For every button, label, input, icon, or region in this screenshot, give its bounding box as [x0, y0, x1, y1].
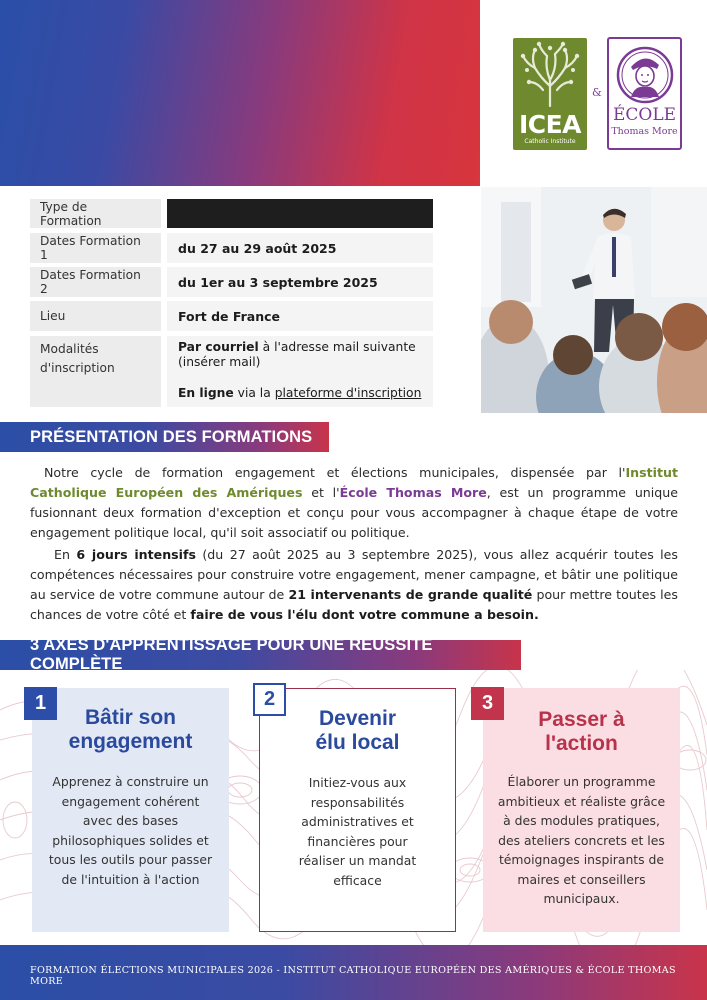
- axes-heading: 3 AXES D'APPRENTISSAGE POUR UNE RÉUSSITE COMPLÈTE: [0, 640, 521, 670]
- axis-card-1: [32, 688, 229, 932]
- axis-3-description: Élaborer un programme ambitieux et réaliste grâce à des modules pratiques, des ateliers concrets et les témoignages inspirants de maires et conseillers municipaux.: [497, 774, 666, 906]
- presentation-paragraph-2: [30, 545, 678, 625]
- p1-text-c: , est un programme unique fusionnant deux formation d'exception et conçu pour vous accompagner à chaque étape de votre engagement politique local, qu'il soit associatif ou politique.: [30, 485, 679, 540]
- p2-text-a: En: [54, 547, 77, 562]
- header-gradient-banner: [0, 0, 480, 186]
- axis-3-title: [483, 708, 680, 756]
- info-row-dates1: [30, 233, 433, 263]
- registration-platform-link[interactable]: plateforme d'inscription: [274, 386, 422, 400]
- presentation-heading: PRÉSENTATION DES FORMATIONS: [0, 422, 329, 452]
- axis-2-description: Initiez-vous aux responsabilités administratives et financières pour réaliser un mandat efficace: [298, 775, 417, 888]
- lieu-label: Lieu: [30, 301, 161, 331]
- axis-2-title: [260, 707, 455, 755]
- dates-formation-1-value: du 27 au 29 août 2025: [167, 233, 433, 263]
- axis-2-title-line-2: élu local: [315, 731, 400, 754]
- axis-1-title: [32, 706, 229, 754]
- p2-text-c: (du 27 août 2025 au 3 septembre 2025), vous allez acquérir toutes les compétences nécessaires pour construire votre engagement, mener campagne, et bâtir une politique au service de votre commune autour de: [30, 547, 678, 602]
- lieu-value: Fort de France: [167, 301, 433, 331]
- axis-1-description: Apprenez à construire un engagement cohérent avec des bases philosophiques solides et tous les outils pour passer de l'intuition à l'action: [48, 774, 213, 887]
- axis-1-title-line-2: engagement: [68, 730, 193, 753]
- footer-text: FORMATION ÉLECTIONS MUNICIPALES 2026 - INSTITUT CATHOLIQUE EUROPÉEN DES AMÉRIQUES & ÉCOLE THOMAS MORE: [30, 965, 676, 987]
- tree-icon: [513, 38, 587, 113]
- footer-bar: [0, 945, 707, 1000]
- axis-card-2: [259, 688, 456, 932]
- modalites-value: [167, 336, 433, 407]
- ecole-thomas-more-logo: [607, 37, 682, 150]
- p2-bold-3: faire de vous l'élu dont votre commune a besoin.: [190, 607, 539, 622]
- p1-icea-name: Institut Catholique Européen des Amériques: [30, 465, 678, 500]
- info-row-dates2: [30, 267, 433, 297]
- p2-text-d: pour mettre toutes les chances de votre côté et: [30, 587, 678, 622]
- info-row-lieu: [30, 301, 433, 331]
- modalites-label: Modalités d'inscription: [30, 336, 161, 407]
- icea-name: ICEA: [518, 110, 582, 139]
- axis-1-number-badge: 1: [24, 687, 57, 720]
- dates-formation-2-value: du 1er au 3 septembre 2025: [167, 267, 433, 297]
- dates-formation-1-label: Dates Formation 1: [30, 233, 161, 263]
- info-row-modalites: [30, 336, 433, 407]
- logo-ampersand: &: [592, 86, 602, 99]
- axis-3-title-line-1: Passer à: [538, 708, 625, 731]
- presentation-paragraph-1: [30, 463, 678, 543]
- type-formation-label: Type de Formation: [30, 199, 161, 228]
- p1-ecole-name: École Thomas More: [339, 485, 487, 500]
- p2-bold-2: 21 intervenants de grande qualité: [288, 587, 533, 602]
- type-formation-value: [167, 199, 433, 228]
- online-label: En ligne: [178, 386, 234, 400]
- courriel-text: à l'adresse mail suivante (insérer mail): [178, 340, 416, 369]
- axis-card-3: [483, 688, 680, 932]
- info-row-type: [30, 199, 433, 228]
- axis-1-title-line-1: Bâtir son: [84, 706, 176, 729]
- p1-text-b: et l': [302, 485, 340, 500]
- thomas-more-portrait-icon: [613, 45, 677, 105]
- axis-3-number-badge: 3: [471, 687, 504, 720]
- ecole-name: ÉCOLE: [612, 105, 677, 125]
- axis-3-title-line-2: l'action: [545, 732, 618, 755]
- online-text: via la: [233, 386, 275, 400]
- ecole-subtitle: Thomas More: [611, 126, 678, 137]
- icea-logo: [513, 38, 587, 150]
- seminar-photo: [481, 187, 707, 413]
- courriel-label: Par courriel: [178, 340, 259, 354]
- p2-bold-1: 6 jours intensifs: [76, 547, 196, 562]
- p1-text-a: Notre cycle de formation engagement et élections municipales, dispensée par l': [44, 465, 626, 480]
- axis-2-title-line-1: Devenir: [318, 707, 397, 730]
- axis-2-number-badge: 2: [253, 683, 286, 716]
- icea-subtitle: Catholic Institute: [524, 138, 576, 145]
- dates-formation-2-label: Dates Formation 2: [30, 267, 161, 297]
